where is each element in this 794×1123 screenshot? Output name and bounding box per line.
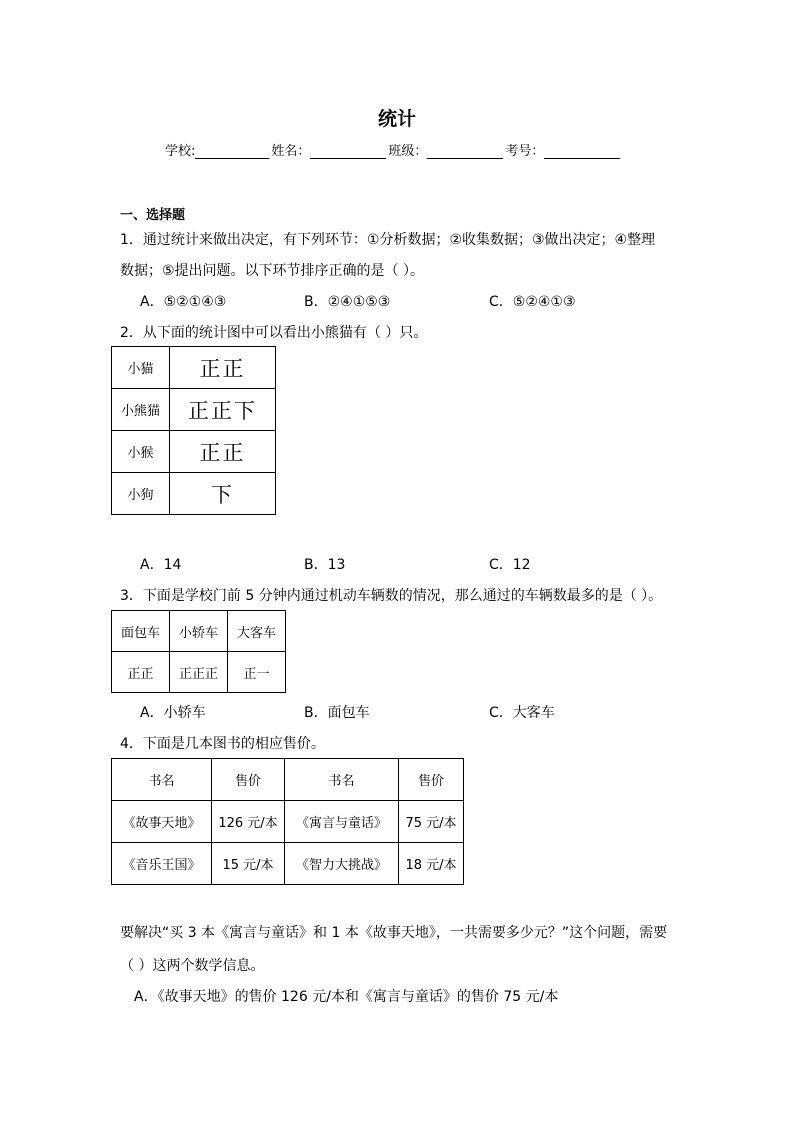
q1-text-line1: 1．通过统计来做出决定，有下列环节：①分析数据；②收集数据；③做出决定；④整理 (120, 232, 656, 248)
exam-no-label: 考号： (505, 144, 545, 159)
tally-marks: 下 (170, 473, 276, 515)
vehicle-tally: 正正正 (170, 652, 228, 693)
vehicle-table (111, 610, 286, 693)
name-blank[interactable] (310, 144, 386, 159)
book-price-table (111, 758, 464, 885)
vehicle-header: 大客车 (228, 611, 286, 652)
tally-table (111, 346, 276, 515)
q2-text: 2．从下面的统计图中可以看出小熊猫有（ ）只。 (120, 325, 428, 341)
vehicle-header: 面包车 (112, 611, 170, 652)
table-row (112, 347, 276, 389)
table-row (112, 473, 276, 515)
name-label: 姓名： (271, 144, 311, 159)
q2-option-b[interactable]: B．13 (304, 557, 346, 573)
exam-no-blank[interactable] (544, 144, 620, 159)
column-header: 售价 (399, 759, 464, 801)
table-row (112, 389, 276, 431)
book-title: 《音乐王国》 (112, 843, 212, 885)
book-title: 《故事天地》 (112, 801, 212, 843)
q4-text: 4．下面是几本图书的相应售价。 (120, 736, 325, 752)
animal-name: 小猫 (112, 347, 170, 389)
book-price: 18 元/本 (399, 843, 464, 885)
q1-option-b[interactable]: B．②④①⑤③ (304, 294, 391, 310)
q3-text: 3．下面是学校门前 5 分钟内通过机动车辆数的情况，那么通过的车辆数最多的是（ ）。 (120, 588, 663, 604)
class-label: 班级： (388, 144, 428, 159)
student-info-line (165, 140, 622, 159)
table-row (112, 801, 464, 843)
q4-option-a[interactable]: A．《故事天地》的售价 126 元/本和《寓言与童话》的售价 75 元/本 (134, 989, 559, 1005)
book-price: 126 元/本 (212, 801, 285, 843)
q1-option-a[interactable]: A．⑤②①④③ (140, 294, 227, 310)
q1-option-c[interactable]: C．⑤②④①③ (489, 294, 576, 310)
q3-option-a[interactable]: A．小轿车 (140, 705, 206, 721)
q3-option-b[interactable]: B．面包车 (304, 705, 370, 721)
section-heading: 一、选择题 (120, 208, 186, 223)
q1-text-line2: 数据；⑤提出问题。以下环节排序正确的是（ ）。 (120, 263, 424, 279)
page-title: 统计 (377, 108, 416, 130)
book-title: 《寓言与童话》 (285, 801, 399, 843)
table-row (112, 431, 276, 473)
tally-marks: 正正 (170, 347, 276, 389)
table-row (112, 611, 286, 652)
column-header: 书名 (285, 759, 399, 801)
animal-name: 小猴 (112, 431, 170, 473)
school-blank[interactable] (195, 144, 269, 159)
book-title: 《智力大挑战》 (285, 843, 399, 885)
q4-question-line1: 要解决“买 3 本《寓言与童话》和 1 本《故事天地》，一共需要多少元？”这个问题，需要 (120, 925, 668, 941)
tally-marks: 正正 (170, 431, 276, 473)
q3-option-c[interactable]: C．大客车 (489, 705, 555, 721)
animal-name: 小狗 (112, 473, 170, 515)
tally-marks: 正正下 (170, 389, 276, 431)
class-blank[interactable] (427, 144, 503, 159)
vehicle-tally: 正正 (112, 652, 170, 693)
animal-name: 小熊猫 (112, 389, 170, 431)
table-row (112, 843, 464, 885)
column-header: 售价 (212, 759, 285, 801)
vehicle-tally: 正一 (228, 652, 286, 693)
q2-option-c[interactable]: C．12 (489, 557, 531, 573)
table-row (112, 652, 286, 693)
q2-option-a[interactable]: A．14 (140, 557, 182, 573)
school-label: 学校: (165, 144, 196, 159)
column-header: 书名 (112, 759, 212, 801)
vehicle-header: 小轿车 (170, 611, 228, 652)
book-price: 75 元/本 (399, 801, 464, 843)
q4-question-line2: （ ）这两个数学信息。 (120, 958, 265, 974)
table-row (112, 759, 464, 801)
book-price: 15 元/本 (212, 843, 285, 885)
